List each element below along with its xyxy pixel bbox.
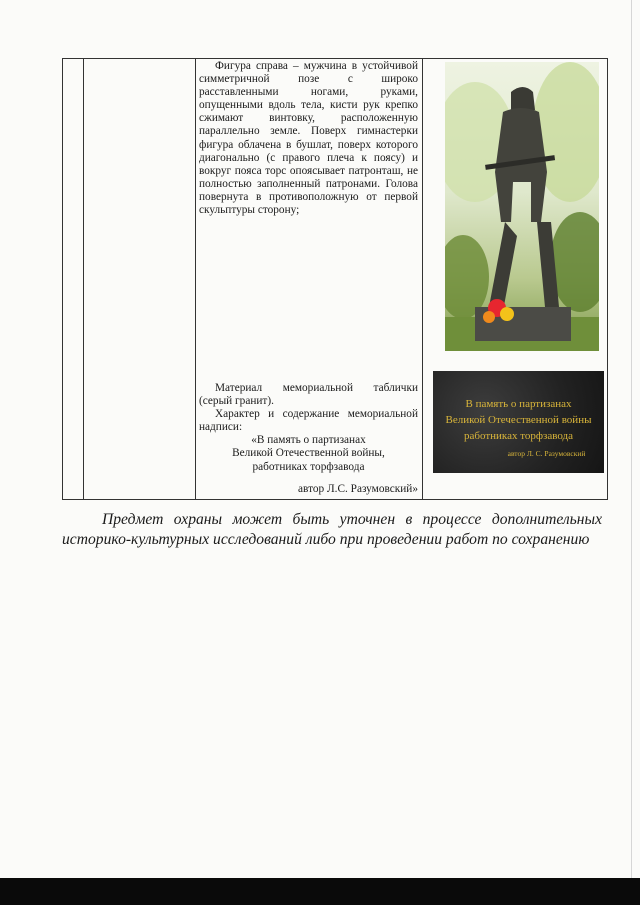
figure-description: Фигура справа – мужчина в устойчивой симметричной позе с широко расставленными ногами, руками, опущенными вдоль тела, кисти рук крепко сжимают винтовку, расположенную параллельно земле. Поверх гимнастерки фигура облачена в бушлат, поверх которого диагонально (с правого плеча к поясу) и вокруг пояса торс опоясывает патронташ, не полностью заполненный патронами. Голова повернута в противоположную от первой скульптуры сторону; [199,60,418,217]
statue-illustration [445,62,599,351]
description-cell [196,59,423,500]
plaque-photo [433,371,604,473]
number-cell [63,59,84,500]
inscription-line: «В память о партизанах [251,434,366,447]
protection-table [62,58,608,500]
scan-edge [631,0,632,878]
plaque-line: В память о партизанах [465,398,572,410]
inscription-line: Великой Отечественной войны, [232,447,385,460]
element-cell [84,59,196,500]
plaque-material: Материал мемориальной таблички (серый гранит). [199,382,418,408]
plaque-line: Великой Отечественной войны [445,414,592,426]
inscription-label: Характер и содержание мемориальной надписи: [199,408,418,434]
protection-note: Предмет охраны может быть уточнен в процессе дополнительных историко-культурных исследований либо при проведении работ по сохранению [62,511,602,548]
plaque-author: автор Л. С. Разумовский [507,449,586,458]
statue-photo [445,62,599,351]
photo-cell [423,59,608,500]
plaque-line: работниках торфзавода [463,430,574,442]
table-row [63,59,608,500]
scan-bottom-border [0,878,640,905]
inscription-line: работниках торфзавода [252,460,365,473]
inscription-author: автор Л.С. Разумовский» [298,482,418,495]
